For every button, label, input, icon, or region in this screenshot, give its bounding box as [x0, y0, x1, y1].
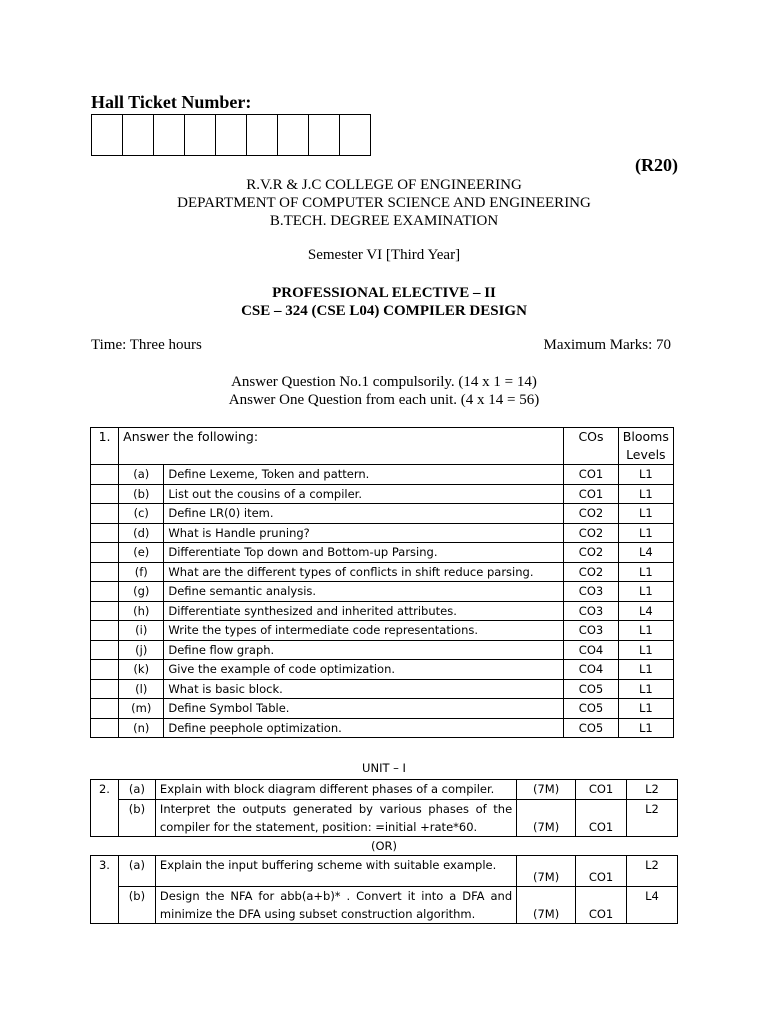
- instruction-line: Answer One Question from each unit. (4 x 14 = 56): [228, 392, 540, 408]
- item-label: (f): [119, 562, 164, 582]
- item-label: (g): [119, 582, 164, 602]
- item-question: Define Symbol Table.: [164, 699, 564, 719]
- question-item-row: [91, 660, 674, 680]
- empty-cell: [91, 543, 119, 563]
- cos-header: COs: [564, 428, 618, 465]
- ticket-digit-box: [246, 114, 278, 156]
- item-blooms-level: L1: [618, 640, 673, 660]
- empty-cell: [91, 523, 119, 543]
- question-text-line: compiler for the statement, position: =initial +rate*60.: [159, 819, 478, 834]
- part-label: (a): [118, 780, 155, 800]
- empty-cell: [91, 465, 119, 485]
- item-course-outcome: CO3: [564, 621, 618, 641]
- question-item-row: [91, 718, 674, 738]
- item-question: Give the example of code optimization.: [164, 660, 564, 680]
- item-question: Write the types of intermediate code representations.: [164, 621, 564, 641]
- item-question: What is Handle pruning?: [164, 523, 564, 543]
- item-course-outcome: CO4: [564, 660, 618, 680]
- exam-duration: Time: Three hours: [91, 337, 202, 353]
- empty-cell: [91, 484, 119, 504]
- question-item-row: [91, 582, 674, 602]
- instructions: [0, 373, 768, 409]
- question-item-row: [91, 601, 674, 621]
- course-outcome: CO1: [576, 887, 627, 924]
- hall-ticket-boxes: [91, 114, 370, 156]
- course-name: CSE – 324 (CSE L04) COMPILER DESIGN: [241, 303, 527, 319]
- empty-cell: [91, 699, 119, 719]
- item-blooms-level: L1: [618, 679, 673, 699]
- part-label: (b): [118, 887, 155, 924]
- question-item-row: [91, 562, 674, 582]
- empty-cell: [91, 640, 119, 660]
- item-blooms-level: L1: [618, 484, 673, 504]
- item-label: (j): [119, 640, 164, 660]
- empty-cell: [91, 582, 119, 602]
- semester: Semester VI [Third Year]: [307, 247, 461, 263]
- question-row: [91, 856, 678, 887]
- question-number: 2.: [91, 780, 119, 837]
- item-label: (c): [119, 504, 164, 524]
- empty-cell: [91, 660, 119, 680]
- item-label: (l): [119, 679, 164, 699]
- or-label: (OR): [91, 836, 678, 856]
- ticket-digit-box: [91, 114, 123, 156]
- question-item-row: [91, 679, 674, 699]
- item-course-outcome: CO3: [564, 582, 618, 602]
- item-label: (n): [119, 718, 164, 738]
- marks: (7M): [517, 887, 576, 924]
- item-label: (d): [119, 523, 164, 543]
- item-question: Define LR(0) item.: [164, 504, 564, 524]
- item-question: Differentiate Top down and Bottom-up Parsing.: [164, 543, 564, 563]
- item-blooms-level: L1: [618, 582, 673, 602]
- item-blooms-level: L1: [618, 523, 673, 543]
- empty-cell: [91, 562, 119, 582]
- question-item-row: [91, 621, 674, 641]
- item-question: List out the cousins of a compiler.: [164, 484, 564, 504]
- ticket-digit-box: [339, 114, 371, 156]
- exam-name: B.TECH. DEGREE EXAMINATION: [269, 213, 499, 229]
- item-course-outcome: CO2: [564, 562, 618, 582]
- ticket-digit-box: [277, 114, 309, 156]
- hall-ticket-label: Hall Ticket Number:: [91, 92, 252, 112]
- question-item-row: [91, 640, 674, 660]
- college-name: R.V.R & J.C COLLEGE OF ENGINEERING: [246, 177, 522, 193]
- question-number: 1.: [91, 428, 119, 465]
- item-question: Define semantic analysis.: [164, 582, 564, 602]
- item-label: (e): [119, 543, 164, 563]
- part-label: (a): [118, 856, 155, 887]
- item-blooms-level: L4: [618, 601, 673, 621]
- blooms-header: [618, 428, 673, 465]
- blooms-level: L2: [627, 799, 678, 836]
- regulation-code: (R20): [635, 155, 678, 175]
- item-course-outcome: CO2: [564, 543, 618, 563]
- marks: (7M): [517, 856, 576, 887]
- course-outcome: CO1: [576, 799, 627, 836]
- blooms-level: L2: [627, 780, 678, 800]
- question-text: [155, 799, 516, 836]
- ticket-digit-box: [153, 114, 185, 156]
- question-number: 3.: [91, 856, 119, 924]
- blooms-header-line: Blooms: [622, 429, 669, 444]
- item-course-outcome: CO3: [564, 601, 618, 621]
- item-label: (b): [119, 484, 164, 504]
- ticket-digit-box: [184, 114, 216, 156]
- item-question: What is basic block.: [164, 679, 564, 699]
- item-course-outcome: CO5: [564, 718, 618, 738]
- empty-cell: [91, 718, 119, 738]
- elective-name: PROFESSIONAL ELECTIVE – II: [272, 285, 496, 301]
- item-blooms-level: L1: [618, 465, 673, 485]
- item-course-outcome: CO1: [564, 484, 618, 504]
- item-label: (k): [119, 660, 164, 680]
- exam-header: [0, 176, 768, 230]
- marks: (7M): [517, 780, 576, 800]
- question-item-row: [91, 504, 674, 524]
- item-label: (i): [119, 621, 164, 641]
- item-label: (m): [119, 699, 164, 719]
- ticket-digit-box: [308, 114, 340, 156]
- unit-1-table: [90, 779, 678, 924]
- item-blooms-level: L1: [618, 660, 673, 680]
- question-text-line: Design the NFA for abb(a+b)* . Convert it into a DFA and: [159, 889, 513, 903]
- ticket-digit-box: [215, 114, 247, 156]
- question-row: [91, 887, 678, 924]
- item-question: Define peephole optimization.: [164, 718, 564, 738]
- course-outcome: CO1: [576, 780, 627, 800]
- department-name: DEPARTMENT OF COMPUTER SCIENCE AND ENGINEERING: [177, 195, 591, 211]
- item-blooms-level: L1: [618, 562, 673, 582]
- item-blooms-level: L1: [618, 504, 673, 524]
- question-text: Explain the input buffering scheme with suitable example.: [155, 856, 516, 887]
- marks: (7M): [517, 799, 576, 836]
- question-item-row: [91, 543, 674, 563]
- question-text: Explain with block diagram different phases of a compiler.: [155, 780, 516, 800]
- course-outcome: CO1: [576, 856, 627, 887]
- time-marks-row: [91, 337, 671, 354]
- empty-cell: [91, 504, 119, 524]
- item-blooms-level: L1: [618, 699, 673, 719]
- item-course-outcome: CO1: [564, 465, 618, 485]
- blooms-level: L2: [627, 856, 678, 887]
- question-item-row: [91, 523, 674, 543]
- part-label: (b): [118, 799, 155, 836]
- ticket-digit-box: [122, 114, 154, 156]
- maximum-marks: Maximum Marks: 70: [543, 337, 671, 353]
- blooms-level: L4: [627, 887, 678, 924]
- item-blooms-level: L1: [618, 621, 673, 641]
- course-block: [0, 284, 768, 320]
- empty-cell: [91, 621, 119, 641]
- item-course-outcome: CO4: [564, 640, 618, 660]
- item-blooms-level: L4: [618, 543, 673, 563]
- instruction-line: Answer Question No.1 compulsorily. (14 x 1 = 14): [231, 374, 537, 390]
- item-question: Define Lexeme, Token and pattern.: [164, 465, 564, 485]
- item-question: Define flow graph.: [164, 640, 564, 660]
- item-course-outcome: CO2: [564, 504, 618, 524]
- question-text-line: Interpret the outputs generated by various phases of the: [159, 801, 513, 816]
- unit-title: UNIT – I: [362, 761, 406, 775]
- question-item-row: [91, 484, 674, 504]
- item-course-outcome: CO5: [564, 679, 618, 699]
- question-1-table: [90, 427, 674, 738]
- item-label: (a): [119, 465, 164, 485]
- question-row: [91, 799, 678, 836]
- question-row: [91, 780, 678, 800]
- item-label: (h): [119, 601, 164, 621]
- item-course-outcome: CO5: [564, 699, 618, 719]
- question-text: [155, 887, 516, 924]
- item-course-outcome: CO2: [564, 523, 618, 543]
- question-item-row: [91, 465, 674, 485]
- item-blooms-level: L1: [618, 718, 673, 738]
- question-text-line: minimize the DFA using subset construction algorithm.: [159, 907, 476, 921]
- or-row: [91, 836, 678, 856]
- blooms-header-line: Levels: [626, 447, 666, 462]
- empty-cell: [91, 601, 119, 621]
- item-question: What are the different types of conflicts in shift reduce parsing.: [164, 562, 564, 582]
- empty-cell: [91, 679, 119, 699]
- item-question: Differentiate synthesized and inherited attributes.: [164, 601, 564, 621]
- question-title: Answer the following:: [119, 428, 564, 465]
- question-item-row: [91, 699, 674, 719]
